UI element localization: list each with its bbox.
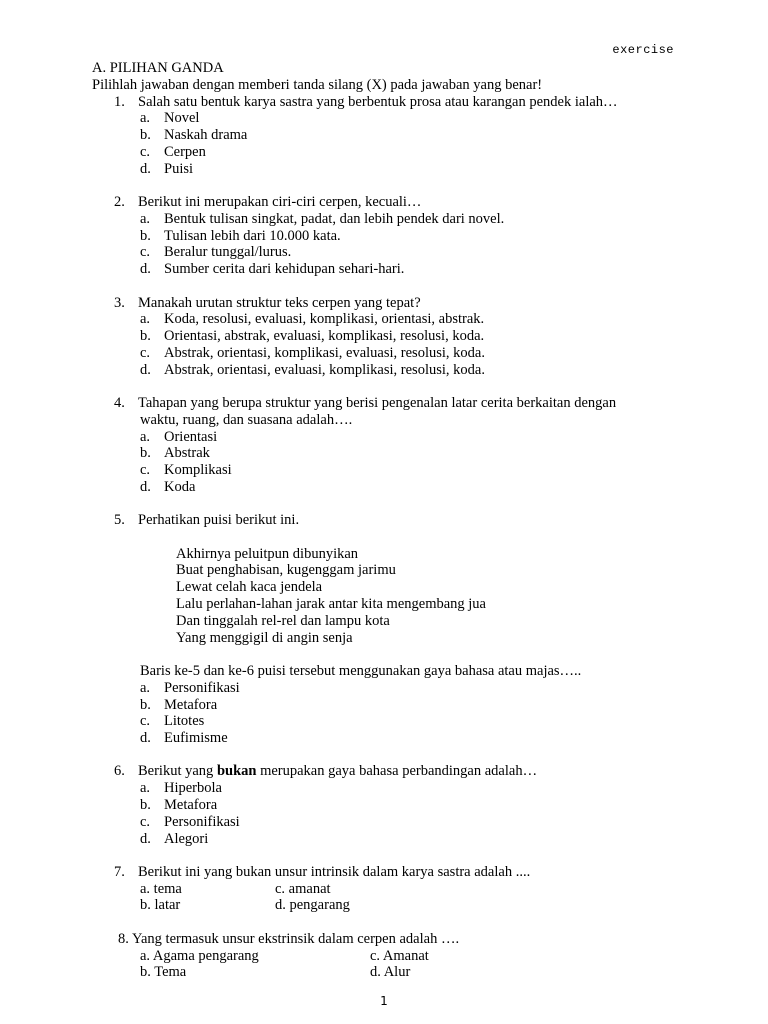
poem-line: Akhirnya peluitpun dibunyikan xyxy=(176,545,359,562)
question-text: Berikut ini yang bukan unsur intrinsik dalam karya sastra adalah .... xyxy=(138,863,531,880)
option-4a[interactable] xyxy=(92,429,692,446)
option-letter: a. xyxy=(140,210,151,227)
poem-line: Yang menggigil di angin senja xyxy=(176,629,353,646)
question-text-continued: waktu, ruang, dan suasana adalah…. xyxy=(140,411,353,428)
question-2 xyxy=(92,194,692,211)
option-text: Abstrak, orientasi, evaluasi, komplikasi, resolusi, koda. xyxy=(164,361,485,378)
option-letter: a. xyxy=(140,679,151,696)
poem-question: Baris ke-5 dan ke-6 puisi tersebut menggunakan gaya bahasa atau majas….. xyxy=(140,662,582,679)
question-text-bold: bukan xyxy=(216,763,257,780)
section-title: A. PILIHAN GANDA xyxy=(92,60,224,76)
section-instruction: Pilihlah jawaban dengan memberi tanda silang (X) pada jawaban yang benar! xyxy=(92,76,543,93)
option-letter: d. xyxy=(140,261,151,278)
option-letter: c. xyxy=(140,143,151,160)
option-7c[interactable]: c. amanat xyxy=(275,880,331,897)
option-2c[interactable] xyxy=(92,244,692,261)
option-letter: a. xyxy=(140,311,151,328)
option-3d[interactable] xyxy=(92,362,692,379)
option-text: Beralur tunggal/lurus. xyxy=(164,244,292,261)
option-letter: d. xyxy=(140,479,151,496)
option-3b[interactable] xyxy=(92,328,692,345)
option-1d[interactable] xyxy=(92,161,692,178)
option-row xyxy=(92,881,692,898)
option-text: Komplikasi xyxy=(164,462,232,479)
option-letter: b. xyxy=(140,328,151,345)
poem-line: Dan tinggalah rel-rel dan lampu kota xyxy=(176,612,390,629)
option-text: Cerpen xyxy=(164,143,206,160)
option-2b[interactable] xyxy=(92,228,692,245)
option-text: Eufimisme xyxy=(164,730,228,747)
question-8: 8. Yang termasuk unsur ekstrinsik dalam cerpen adalah …. xyxy=(118,930,460,947)
header-tag: exercise xyxy=(612,43,674,57)
option-letter: c. xyxy=(140,813,151,830)
question-text: Tahapan yang berupa struktur yang berisi pengenalan latar cerita berkaitan dengan xyxy=(138,395,617,412)
question-1 xyxy=(92,94,692,111)
option-text: Orientasi xyxy=(164,428,218,445)
question-6 xyxy=(92,763,692,780)
option-5d[interactable] xyxy=(92,730,692,747)
option-row xyxy=(92,897,692,914)
option-letter: c. xyxy=(140,462,151,479)
option-7d[interactable]: d. pengarang xyxy=(275,897,350,914)
question-7 xyxy=(92,864,692,881)
option-4c[interactable] xyxy=(92,462,692,479)
question-3 xyxy=(92,295,692,312)
option-6b[interactable] xyxy=(92,797,692,814)
option-8c[interactable]: c. Amanat xyxy=(370,947,429,964)
option-text: Koda xyxy=(164,479,196,496)
option-8a[interactable]: a. Agama pengarang xyxy=(140,947,259,964)
option-text: Bentuk tulisan singkat, padat, dan lebih pendek dari novel. xyxy=(164,210,505,227)
question-text xyxy=(138,763,692,780)
option-1a[interactable] xyxy=(92,110,692,127)
option-7b[interactable]: b. latar xyxy=(140,897,181,914)
option-6c[interactable] xyxy=(92,814,692,831)
option-letter: d. xyxy=(140,361,151,378)
question-number: 6. xyxy=(114,763,125,780)
option-5b[interactable] xyxy=(92,697,692,714)
question-number: 3. xyxy=(114,294,125,311)
option-letter: c. xyxy=(140,713,151,730)
option-5c[interactable] xyxy=(92,713,692,730)
option-letter: b. xyxy=(140,696,151,713)
question-text-pre: Berikut yang xyxy=(138,763,217,780)
option-text: Abstrak xyxy=(164,445,210,462)
poem-line: Lalu perlahan-lahan jarak antar kita mengembang jua xyxy=(176,596,486,613)
option-text: Metafora xyxy=(164,696,218,713)
option-letter: a. xyxy=(140,428,151,445)
poem-line: Buat penghabisan, kugenggam jarimu xyxy=(176,562,396,579)
option-1b[interactable] xyxy=(92,127,692,144)
option-letter: c. xyxy=(140,344,151,361)
option-letter: c. xyxy=(140,244,151,261)
question-4 xyxy=(92,395,692,412)
option-text: Abstrak, orientasi, komplikasi, evaluasi, resolusi, koda. xyxy=(164,344,485,361)
option-letter: a. xyxy=(140,780,151,797)
option-letter: b. xyxy=(140,445,151,462)
page-number: 1 xyxy=(380,994,388,1008)
option-4b[interactable] xyxy=(92,445,692,462)
option-row xyxy=(92,964,692,981)
option-letter: d. xyxy=(140,830,151,847)
option-2d[interactable] xyxy=(92,261,692,278)
option-row xyxy=(92,948,692,965)
question-text: Berikut ini merupakan ciri-ciri cerpen, kecuali… xyxy=(138,194,422,211)
option-text: Naskah drama xyxy=(164,127,248,144)
option-text: Sumber cerita dari kehidupan sehari-hari. xyxy=(164,261,405,278)
question-number: 7. xyxy=(114,863,125,880)
option-letter: d. xyxy=(140,160,151,177)
option-text: Koda, resolusi, evaluasi, komplikasi, orientasi, abstrak. xyxy=(164,311,485,328)
option-text: Novel xyxy=(164,110,200,127)
question-number: 4. xyxy=(114,395,125,412)
option-text: Personifikasi xyxy=(164,813,240,830)
poem-line: Lewat celah kaca jendela xyxy=(176,579,323,596)
option-3c[interactable] xyxy=(92,345,692,362)
option-4d[interactable] xyxy=(92,479,692,496)
option-text: Personifikasi xyxy=(164,679,240,696)
option-6d[interactable] xyxy=(92,831,692,848)
option-5a[interactable] xyxy=(92,680,692,697)
option-text: Hiperbola xyxy=(164,780,222,797)
option-3a[interactable] xyxy=(92,311,692,328)
question-number: 1. xyxy=(114,93,125,110)
option-1c[interactable] xyxy=(92,144,692,161)
option-letter: a. xyxy=(140,110,151,127)
exercise-content xyxy=(92,60,692,981)
option-text: Metafora xyxy=(164,796,218,813)
option-2a[interactable] xyxy=(92,211,692,228)
option-text: Puisi xyxy=(164,160,194,177)
option-text: Litotes xyxy=(164,713,205,730)
question-text: Salah satu bentuk karya sastra yang berbentuk prosa atau karangan pendek ialah… xyxy=(138,93,618,110)
question-text-post: merupakan gaya bahasa perbandingan adalah… xyxy=(256,763,538,780)
question-number: 5. xyxy=(114,512,125,529)
option-8b[interactable]: b. Tema xyxy=(140,964,187,981)
option-letter: b. xyxy=(140,796,151,813)
option-8d[interactable]: d. Alur xyxy=(370,964,411,981)
option-letter: b. xyxy=(140,127,151,144)
option-text: Orientasi, abstrak, evaluasi, komplikasi, resolusi, koda. xyxy=(164,328,485,345)
question-text: Manakah urutan struktur teks cerpen yang tepat? xyxy=(138,294,421,311)
question-text: Perhatikan puisi berikut ini. xyxy=(138,512,300,529)
option-letter: d. xyxy=(140,730,151,747)
option-text: Alegori xyxy=(164,830,209,847)
option-7a[interactable]: a. tema xyxy=(140,880,182,897)
option-text: Tulisan lebih dari 10.000 kata. xyxy=(164,227,341,244)
option-6a[interactable] xyxy=(92,780,692,797)
question-number: 2. xyxy=(114,194,125,211)
question-5 xyxy=(92,512,692,529)
option-letter: b. xyxy=(140,227,151,244)
